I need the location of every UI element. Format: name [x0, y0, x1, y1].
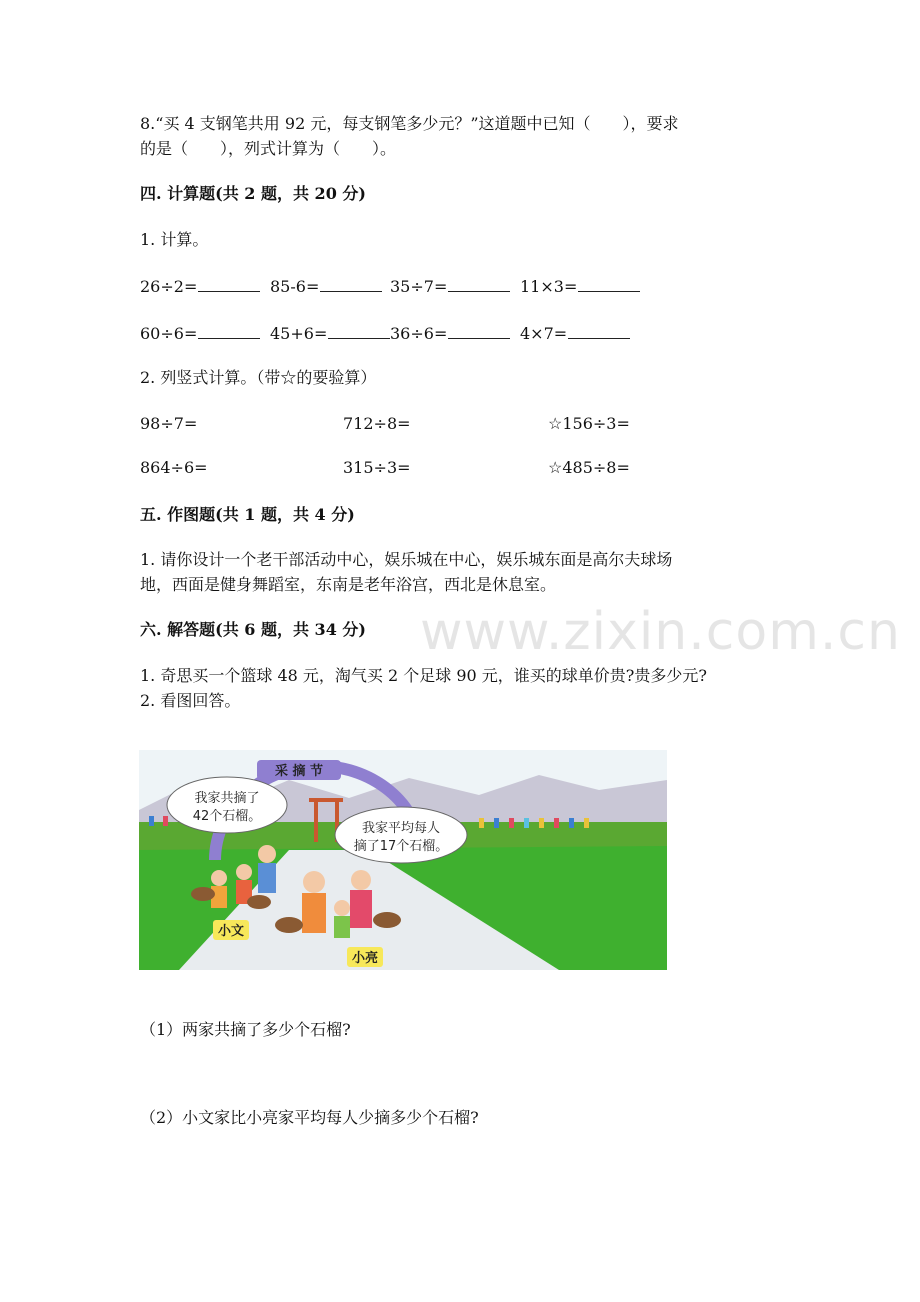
section-4-heading: 四. 计算题(共 2 题，共 20 分): [140, 184, 366, 203]
bubble-1-line2: 42个石榴。: [192, 809, 262, 824]
vertical-calc-item: 712÷8=: [343, 414, 411, 433]
answer-blank: [448, 320, 510, 339]
tag-left-label: 小文: [217, 924, 245, 939]
section-6-heading: 六. 解答题(共 6 题，共 34 分): [140, 620, 366, 639]
answer-blank: [568, 320, 630, 339]
section-6-q2: 2. 看图回答。: [140, 691, 241, 710]
question-8-line2: 的是（ ），列式计算为（ ）。: [140, 139, 397, 158]
watermark: www.zixin.com.cn: [420, 602, 901, 662]
answer-blank: [448, 273, 510, 292]
sub-question-2: （2）小文家比小亮家平均每人少摘多少个石榴?: [140, 1108, 479, 1127]
vertical-calc-item: ☆156÷3=: [548, 414, 630, 433]
section-4-q1-title: 1. 计算。: [140, 230, 209, 249]
calc-item: [520, 320, 630, 346]
section-6-q1: 1. 奇思买一个篮球 48 元，淘气买 2 个足球 90 元，谁买的球单价贵?贵多少元?: [140, 666, 707, 685]
calc-expression: 11×3=: [520, 277, 578, 296]
answer-blank: [198, 273, 260, 292]
calc-item: [390, 320, 510, 346]
vertical-calc-item: ☆485÷8=: [548, 458, 630, 477]
answer-blank: [198, 320, 260, 339]
section-5-heading: 五. 作图题(共 1 题，共 4 分): [140, 505, 355, 524]
harvest-scene: [139, 750, 667, 970]
section-5-q1-line1: 1. 请你设计一个老干部活动中心，娱乐城在中心，娱乐城东面是高尔夫球场: [140, 550, 673, 569]
gate: [309, 798, 343, 802]
bubble-1-line1: 我家共摘了: [194, 791, 260, 806]
calc-item: [270, 320, 390, 346]
calc-item: [520, 273, 640, 299]
calc-expression: 26÷2=: [140, 277, 198, 296]
answer-blank: [320, 273, 382, 292]
calc-expression: 4×7=: [520, 324, 568, 343]
vertical-calc-item: 315÷3=: [343, 458, 411, 477]
calc-item: [140, 320, 260, 346]
answer-blank: [328, 320, 390, 339]
sub-question-1: （1）两家共摘了多少个石榴?: [140, 1020, 351, 1039]
calc-item: [270, 273, 382, 299]
bubble-2-line1: 我家平均每人: [361, 821, 441, 836]
vertical-calc-item: 864÷6=: [140, 458, 208, 477]
calc-expression: 45+6=: [270, 324, 328, 343]
tag-right-label: 小亮: [351, 951, 379, 966]
calc-item: [140, 273, 260, 299]
harvest-illustration: [139, 750, 667, 970]
section-5-q1-line2: 地，西面是健身舞蹈室，东南是老年浴宫，西北是休息室。: [140, 575, 557, 594]
calc-expression: 35÷7=: [390, 277, 448, 296]
question-8-line1: 8.“买 4 支钢笔共用 92 元，每支钢笔多少元？”这道题中已知（ ），要求: [140, 114, 679, 133]
calc-expression: 60÷6=: [140, 324, 198, 343]
section-4-q2-title: 2. 列竖式计算。（带☆的要验算）: [140, 368, 377, 387]
arch-label: 采 摘 节: [274, 764, 324, 779]
calc-item: [390, 273, 510, 299]
calc-expression: 85-6=: [270, 277, 320, 296]
answer-blank: [578, 273, 640, 292]
bubble-2-line2: 摘了17个石榴。: [353, 839, 449, 854]
calc-expression: 36÷6=: [390, 324, 448, 343]
vertical-calc-item: 98÷7=: [140, 414, 198, 433]
